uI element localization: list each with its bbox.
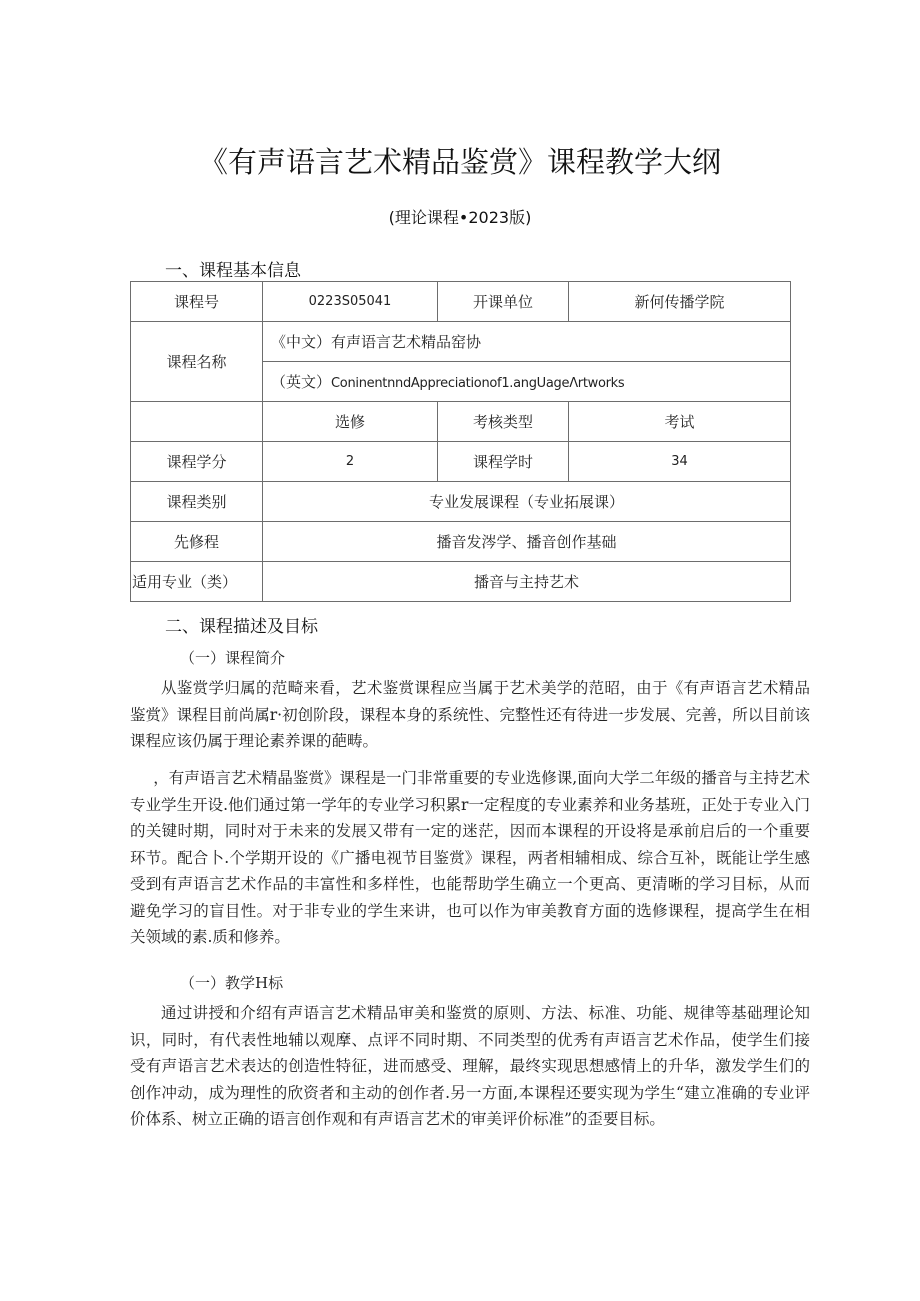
document-subtitle: (理论课程•2023版) — [388, 208, 532, 227]
label-credits: 课程学分 — [131, 442, 263, 482]
label-applicable-major: 适用专业（类） — [131, 562, 263, 602]
table-row — [131, 562, 791, 602]
table-row — [131, 442, 791, 482]
course-number-value: 0223S05041 — [263, 282, 438, 322]
paragraph-intro-2: ，有声语言艺术精晶鉴赏》课程是一门非常重要的专业选修课,面向大学二年级的播音与主持艺术专业学生开设.他们通过第一学年的专业学习积累r一定程度的专业素养和业务基班，正处于专业入门的关键时期，同时对于未来的发展又带有一定的迷茫，因而本课程的开设将是承前启后的一个重要环节。配合卜.个学期开设的《广播电视节目鉴赏》课程，两者相辅相成、综合互补，既能让学生感受到有声语言艺术作品的丰富性和多样性，也能帮助学生确立一个更高、更清晰的学习目标，从而避免学习的盲目性。对于非专业的学生来讲，也可以作为审美教育方面的选修课程，提高学生在相关领域的素.质和修养。 — [130, 769, 810, 946]
english-name-value: ConinentnndAppreciationof1.angUageΛrtworks — [331, 376, 625, 391]
department-value: 新何传播学院 — [569, 282, 791, 322]
label-exam-type: 考核类型 — [438, 402, 569, 442]
label-blank — [131, 402, 263, 442]
paragraph-objectives: 通过讲授和介绍有声语言艺术精品审美和鉴赏的原则、方法、标准、功能、规律等基础理论知识，同时，有代表性地辅以观摩、点评不同时期、不同类型的优秀有声语言艺术作品，使学生们接受有声语言艺术表达的创造性特征，进而感受、理解，最终实现思想感情上的升华，激发学生们的创作冲动，成为理性的欣资者和主动的创作者.另一方面,本课程还要实现为学生“建立准确的专业评价体系、树立正确的语言创作观和有声语言艺术的审美评价标准”的歪要目标。 — [130, 1004, 810, 1128]
subsection-heading-objectives: （一）教学H标 — [180, 974, 284, 992]
table-row — [131, 322, 791, 362]
prerequisites-value: 播音发涔学、播音创作基础 — [263, 522, 791, 562]
subsection-heading-intro: （一）课程简介 — [180, 649, 286, 667]
english-prefix: （英文） — [271, 373, 332, 391]
label-course-name: 课程名称 — [131, 322, 263, 402]
section-heading-basic-info: 一、课程基本信息 — [165, 261, 301, 281]
category-value: 专业发展课程（专业拓展课） — [263, 482, 791, 522]
exam-type-value: 考试 — [569, 402, 791, 442]
credits-value: 2 — [263, 442, 438, 482]
label-course-number: 课程号 — [131, 282, 263, 322]
table-row — [131, 482, 791, 522]
document-title: 《有声语言艺术精品鉴赏》课程教学大纲 — [198, 145, 721, 179]
course-name-chinese: 《中文）有声语言艺术精品窑协 — [263, 322, 791, 362]
course-info-table — [130, 281, 791, 602]
course-nature-value: 选修 — [263, 402, 438, 442]
applicable-major-value: 播音与主持艺术 — [263, 562, 791, 602]
table-row — [131, 522, 791, 562]
label-category: 课程类别 — [131, 482, 263, 522]
table-row — [131, 402, 791, 442]
label-hours: 课程学时 — [438, 442, 569, 482]
section-heading-description: 二、课程描述及目标 — [165, 617, 318, 637]
paragraph-intro-1: 从鉴赏学归属的范畸来看，艺术鉴赏课程应当属于艺术美学的范昭，由于《有声语言艺术精品鉴赏》课程目前尚属r·初创阶段，课程本身的系统性、完整性还有待进一步发展、完善，所以目前该课程应该仍属于理论素养课的葩畴。 — [130, 679, 810, 750]
label-prerequisites: 先修程 — [131, 522, 263, 562]
label-department: 开课单位 — [438, 282, 569, 322]
course-name-english — [263, 362, 791, 402]
hours-value: 34 — [569, 442, 791, 482]
table-row — [131, 282, 791, 322]
